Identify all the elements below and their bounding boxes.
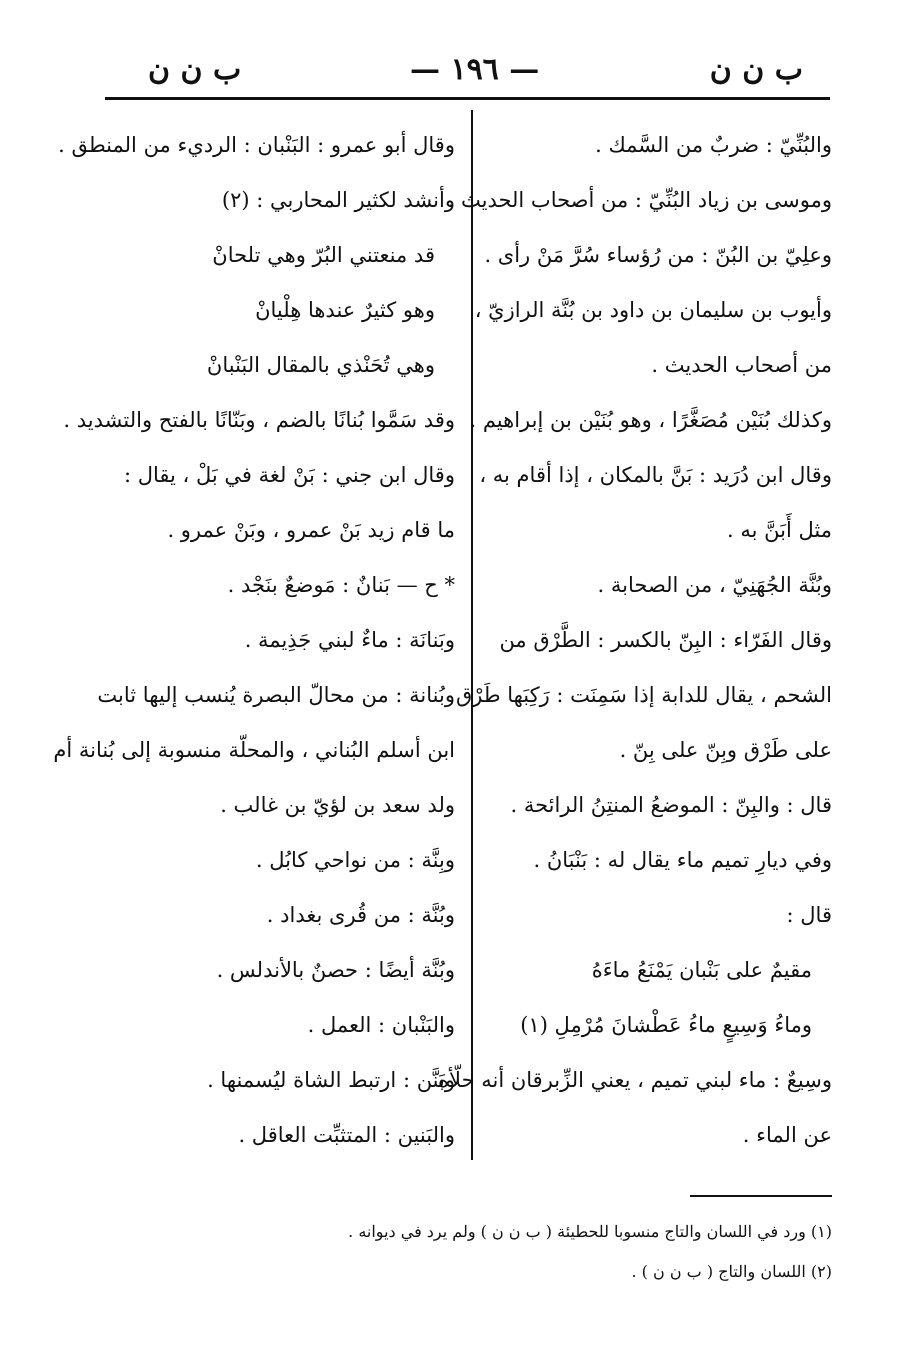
verse-line: قد منعتني البُرّ وهي تلحانْ xyxy=(212,243,435,267)
verse-line: وهي تُحَنْذي بالمقال البَنْبانْ xyxy=(206,353,435,377)
text-line: وعلِيّ بن البُنّ : من رُؤساء سُرَّ مَنْ رأى . xyxy=(484,243,832,267)
text-line: وبَنَّن : ارتبط الشاة ليُسمنها . xyxy=(207,1068,455,1092)
text-line: قال : xyxy=(786,903,832,927)
header-keyword-left: ب ن ن xyxy=(148,52,242,87)
text-line: وبِنَّة : من نواحي كابُل . xyxy=(255,848,455,872)
text-line: * ح — بَنانٌ : مَوضعٌ بنَجْد . xyxy=(227,573,455,597)
footnote-rule xyxy=(690,1195,832,1197)
header-keyword-right: ب ن ن xyxy=(709,52,803,87)
footnote: (٢) اللسان والتاج ( ب ن ن ) . xyxy=(631,1262,832,1281)
text-line: وبُنانة : من محالّ البصرة يُنسب إليها ثابت xyxy=(97,683,455,707)
verse-line: وماءُ وَسِيعٍ ماءُ عَطْشانَ مُرْمِلِ (١) xyxy=(520,1013,812,1037)
text-line: وأنشد لكثير المحاربي : (٢) xyxy=(221,188,455,212)
verse-line: وهو كثيرٌ عندها هِلْيانْ xyxy=(255,298,435,322)
text-line: وقد سَمَّوا بُنانًا بالضم ، وبَنّانًا بالفتح والتشديد . xyxy=(63,408,455,432)
text-line: وموسى بن زياد البُنِّيّ : من أصحاب الحديث . xyxy=(447,188,832,212)
text-line: وقال ابن جني : بَنْ لغة في بَلْ ، يقال : xyxy=(123,463,455,487)
footnotes xyxy=(300,1212,832,1292)
text-line: وبَنانَة : ماءٌ لبني جَذِيمة . xyxy=(244,628,455,652)
text-line: على طَرْق وبِنّ على بِنّ . xyxy=(619,738,832,762)
text-line: وكذلك بُنَيْن مُصَغَّرًا ، وهو بُنَيْن بن إبراهيم . xyxy=(469,408,832,432)
text-line: وقال الفَرّاء : البِنّ بالكسر : الطَّرْق من xyxy=(499,628,832,652)
footnote: (١) ورد في اللسان والتاج منسوبا للحطيئة ( ب ن ن ) ولم يرد في ديوانه . xyxy=(348,1222,832,1241)
text-line: وبُنَّة : من قُرى بغداد . xyxy=(266,903,455,927)
text-line: وفي ديارِ تميم ماء يقال له : بَنْبَانُ . xyxy=(533,848,832,872)
text-line: الشحم ، يقال للدابة إذا سَمِنَت : رَكِبَها طَرْق xyxy=(455,683,832,707)
left-column xyxy=(53,118,455,1163)
verse-line: مقيمٌ على بَنْبان يَمْنَعُ ماءَهُ xyxy=(591,958,812,982)
text-line: قال : والبِنّ : الموضعُ المنتِنُ الرائحة . xyxy=(510,793,832,817)
text-line: وبُنَّة الجُهَنِيّ ، من الصحابة . xyxy=(597,573,832,597)
text-line: ابن أسلم البُناني ، والمحلّة منسوبة إلى بُنانة أم xyxy=(53,738,455,762)
text-line: من أصحاب الحديث . xyxy=(651,353,832,377)
text-line: وسِيعٌ : ماء لبني تميم ، يعني الزِّبرقان أنه حلّأه xyxy=(438,1068,832,1092)
text-line: والبَنين : المتثبِّت العاقل . xyxy=(238,1123,455,1147)
right-column xyxy=(438,118,832,1163)
text-line: وأيوب بن سليمان بن داود بن بُنَّة الرازيّ ، xyxy=(474,298,832,322)
text-line: مثل أَبَنَّ به . xyxy=(727,518,832,542)
text-line: والبَنْبان : العمل . xyxy=(307,1013,455,1037)
page-number: — ١٩٦ — xyxy=(410,52,540,87)
text-line: وقال ابن دُرَيد : بَنَّ بالمكان ، إذا أقام به ، xyxy=(479,463,832,487)
text-line: ولد سعد بن لؤيّ بن غالب . xyxy=(220,793,455,817)
text-line: وبُنَّة أيضًا : حصنٌ بالأندلس . xyxy=(216,958,455,982)
text-line: وقال أبو عمرو : البَنْبان : الرديء من المنطق . xyxy=(58,133,455,157)
text-line: والبُنِّيّ : ضربٌ من السَّمك . xyxy=(595,133,832,157)
text-line: ما قام زيد بَنْ عمرو ، وبَنْ عمرو . xyxy=(167,518,455,542)
text-line: عن الماء . xyxy=(742,1123,832,1147)
header-rule xyxy=(105,97,830,100)
column-divider xyxy=(471,110,473,1160)
